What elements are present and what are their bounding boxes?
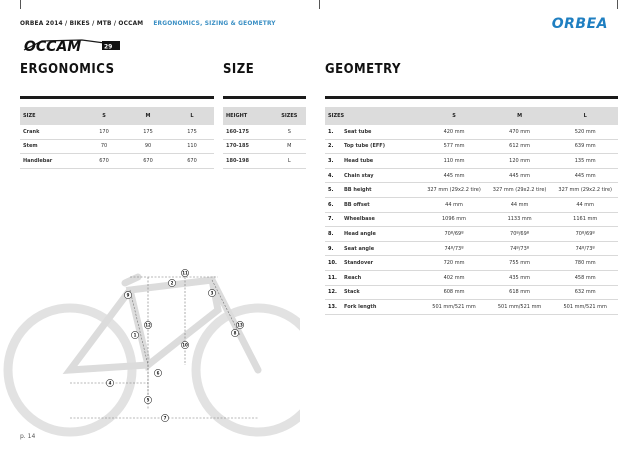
table-cell: 501 mm/521 mm	[552, 300, 618, 315]
geometry-rule	[325, 96, 618, 99]
dimension-marker-label: 12	[145, 322, 151, 328]
geometry-table	[325, 107, 618, 315]
row-number: 8.	[325, 227, 341, 242]
row-number: 10.	[325, 256, 341, 271]
row-number: 1.	[325, 125, 341, 139]
table-row	[325, 270, 618, 285]
breadcrumb: ORBEA 2014 / BIKES / MTB / OCCAM	[20, 19, 144, 27]
table-cell: 74º/73º	[487, 241, 553, 256]
dimension-marker-label: 6	[156, 370, 160, 376]
table-header-row	[20, 107, 214, 125]
table-cell: 135 mm	[552, 154, 618, 169]
table-row	[20, 125, 214, 139]
table-header-row	[223, 107, 306, 125]
row-number: 13.	[325, 300, 341, 315]
row-number: 9.	[325, 241, 341, 256]
crop-mark-left	[20, 0, 21, 9]
dimension-marker-label: 8	[233, 330, 237, 336]
table-cell: 780 mm	[552, 256, 618, 271]
table-cell: 445 mm	[487, 168, 553, 183]
ergonomics-table	[20, 107, 214, 169]
row-label: Reach	[341, 270, 421, 285]
model-logo	[22, 36, 132, 54]
table-cell: 74º/73º	[552, 241, 618, 256]
table-cell: 501 mm/521 mm	[487, 300, 553, 315]
table-cell: 327 mm (29x2.2 tire)	[552, 183, 618, 198]
table-cell: 458 mm	[552, 270, 618, 285]
table-cell: 639 mm	[552, 139, 618, 154]
row-number: 5.	[325, 183, 341, 198]
table-cell: 402 mm	[421, 270, 487, 285]
row-label: Chain stay	[341, 168, 421, 183]
table-cell: 420 mm	[421, 125, 487, 139]
ergonomics-rule	[20, 96, 214, 99]
table-row	[325, 168, 618, 183]
table-cell: 618 mm	[487, 285, 553, 300]
table-cell: Crank	[20, 125, 82, 139]
dimension-marker-label: 2	[170, 280, 174, 286]
row-label: Head tube	[341, 154, 421, 169]
dimension-marker-label: 3	[210, 290, 214, 296]
dimension-marker-label: 11	[182, 270, 188, 276]
table-row	[325, 197, 618, 212]
section-title: ERGONOMICS, SIZING & GEOMETRY	[153, 19, 276, 27]
header-bar	[20, 16, 276, 30]
table-row	[223, 154, 306, 169]
table-cell: 520 mm	[552, 125, 618, 139]
size-rule	[223, 96, 306, 99]
table-cell: 180-198	[223, 154, 273, 169]
table-row	[223, 139, 306, 154]
row-label: Wheelbase	[341, 212, 421, 227]
table-cell: 70	[82, 139, 126, 154]
table-cell: 445 mm	[421, 168, 487, 183]
row-label: Top tube (EFF)	[341, 139, 421, 154]
bike-geometry-diagram	[0, 255, 300, 440]
table-cell: 120 mm	[487, 154, 553, 169]
table-cell: 1096 mm	[421, 212, 487, 227]
row-label: Seat angle	[341, 241, 421, 256]
table-cell: Handlebar	[20, 154, 82, 169]
dimension-marker-label: 1	[133, 332, 137, 338]
table-row	[325, 285, 618, 300]
table-cell: 160-175	[223, 125, 273, 139]
table-cell: 44 mm	[421, 197, 487, 212]
table-header: S	[82, 107, 126, 125]
table-cell: 670	[82, 154, 126, 169]
row-label: BB offset	[341, 197, 421, 212]
table-header: SIZES	[273, 107, 306, 125]
dimension-marker-label: 9	[126, 292, 130, 298]
table-cell: 755 mm	[487, 256, 553, 271]
dimension-marker-label: 7	[163, 415, 167, 421]
table-cell: 170-185	[223, 139, 273, 154]
size-title: SIZE	[223, 62, 255, 77]
table-row	[325, 125, 618, 139]
table-cell: 70º/69º	[421, 227, 487, 242]
table-cell: 175	[170, 125, 214, 139]
table-cell: M	[273, 139, 306, 154]
table-cell: 1161 mm	[552, 212, 618, 227]
table-row	[223, 125, 306, 139]
brand-logo: ORBEA	[551, 16, 608, 32]
table-header: HEIGHT	[223, 107, 273, 125]
front-wheel	[196, 308, 300, 432]
row-number: 12.	[325, 285, 341, 300]
model-logo-text: OCCAM	[24, 39, 82, 54]
table-row	[325, 256, 618, 271]
table-cell: 90	[126, 139, 170, 154]
bike-frame	[70, 277, 258, 370]
table-cell: 170	[82, 125, 126, 139]
row-number: 4.	[325, 168, 341, 183]
table-cell: 44 mm	[552, 197, 618, 212]
size-table	[223, 107, 306, 169]
table-header: M	[126, 107, 170, 125]
table-cell: 501 mm/521 mm	[421, 300, 487, 315]
table-row	[20, 139, 214, 154]
table-cell: 70º/69º	[552, 227, 618, 242]
row-label: Fork length	[341, 300, 421, 315]
table-cell: S	[273, 125, 306, 139]
table-header: M	[487, 107, 553, 125]
dimension-lines	[70, 277, 258, 421]
table-cell: 720 mm	[421, 256, 487, 271]
dimension-marker-label: 4	[108, 380, 112, 386]
table-cell: 70º/69º	[487, 227, 553, 242]
row-label: Seat tube	[341, 125, 421, 139]
table-header: L	[552, 107, 618, 125]
table-cell: L	[273, 154, 306, 169]
row-number: 2.	[325, 139, 341, 154]
table-cell: 445 mm	[552, 168, 618, 183]
table-header: L	[170, 107, 214, 125]
table-cell: 435 mm	[487, 270, 553, 285]
table-cell: 632 mm	[552, 285, 618, 300]
table-header-row	[325, 107, 618, 125]
table-cell: 110	[170, 139, 214, 154]
table-cell: 1133 mm	[487, 212, 553, 227]
table-cell: 327 mm (29x2.2 tire)	[421, 183, 487, 198]
dimension-marker-label: 13	[237, 322, 243, 328]
ergonomics-title: ERGONOMICS	[20, 62, 115, 77]
table-cell: 74º/73º	[421, 241, 487, 256]
table-cell: 110 mm	[421, 154, 487, 169]
table-row	[325, 300, 618, 315]
table-cell: 175	[126, 125, 170, 139]
table-row	[325, 154, 618, 169]
page-number: p. 14	[20, 433, 36, 440]
table-row	[325, 212, 618, 227]
table-row	[325, 139, 618, 154]
dimension-marker-label: 10	[182, 342, 188, 348]
table-cell: 670	[170, 154, 214, 169]
crop-mark-right	[617, 0, 618, 9]
table-cell: 470 mm	[487, 125, 553, 139]
row-number: 7.	[325, 212, 341, 227]
table-cell: 612 mm	[487, 139, 553, 154]
table-row	[325, 183, 618, 198]
crop-mark-center	[319, 0, 320, 9]
row-label: Stack	[341, 285, 421, 300]
table-row	[325, 227, 618, 242]
row-label: Standover	[341, 256, 421, 271]
row-number: 3.	[325, 154, 341, 169]
table-cell: 577 mm	[421, 139, 487, 154]
row-label: BB height	[341, 183, 421, 198]
dimension-marker-label: 5	[146, 397, 150, 403]
table-cell: 44 mm	[487, 197, 553, 212]
table-cell: Stem	[20, 139, 82, 154]
svg-text:29: 29	[104, 43, 113, 51]
row-label: Head angle	[341, 227, 421, 242]
table-row	[20, 154, 214, 169]
table-cell: 327 mm (29x2.2 tire)	[487, 183, 553, 198]
table-cell: 670	[126, 154, 170, 169]
table-row	[325, 241, 618, 256]
table-header: SIZES	[325, 107, 421, 125]
row-number: 6.	[325, 197, 341, 212]
row-number: 11.	[325, 270, 341, 285]
geometry-title: GEOMETRY	[325, 62, 401, 77]
table-header: S	[421, 107, 487, 125]
table-header: SIZE	[20, 107, 82, 125]
table-cell: 608 mm	[421, 285, 487, 300]
